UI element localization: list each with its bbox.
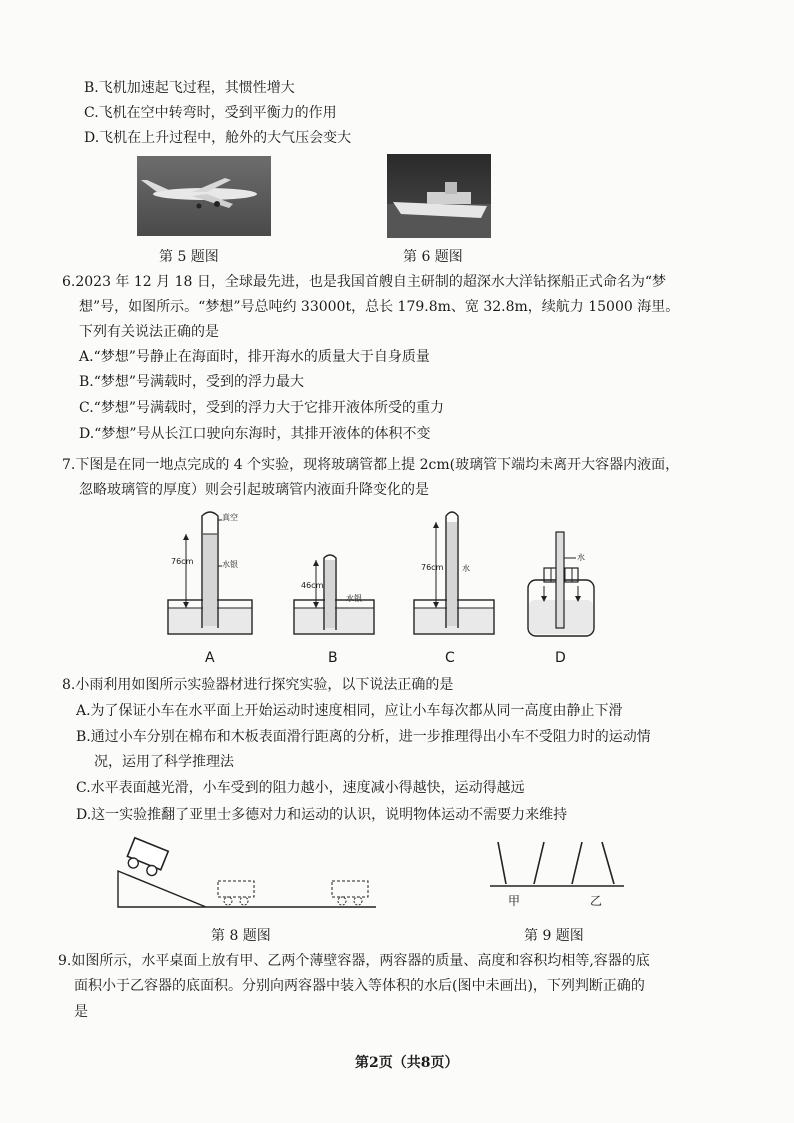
q9-stem-line-3: 是 xyxy=(74,1004,88,1020)
q6-stem-line-3: 下列有关说法正确的是 xyxy=(79,324,219,340)
fig9-label-jia: 甲 xyxy=(508,894,521,908)
q7-figure-b xyxy=(292,550,382,640)
q7b-liquid-label: 水银 xyxy=(346,594,362,603)
q8-option-b-line-1: B.通过小车分别在棉布和木板表面滑行距离的分析，进一步推理得出小车不受阻力时的运动情 xyxy=(76,729,651,745)
page-footer: 第2页（共8页） xyxy=(355,1055,459,1071)
q6-option-c: C.“梦想”号满载时，受到的浮力大于它排开液体所受的重力 xyxy=(79,400,444,416)
q7-figure-a xyxy=(166,508,266,638)
q8-option-b-line-2: 况，运用了科学推理法 xyxy=(94,754,234,770)
q7a-liquid-label: 水银 xyxy=(222,560,238,569)
q7-letter-a: A xyxy=(205,650,215,666)
q6-option-b: B.“梦想”号满载时，受到的浮力最大 xyxy=(79,374,305,390)
fig8-ramp-carts xyxy=(110,835,380,915)
q6-stem-line-2: 想”号，如图所示。“梦想”号总吨约 33000t，总长 179.8m、宽 32.8m，续航力 15000 海里。 xyxy=(79,299,680,315)
q7d-liquid-label: 水 xyxy=(577,553,585,562)
q8-option-a: A.为了保证小车在水平面上开始运动时速度相同，应让小车每次都从同一高度由静止下滑 xyxy=(76,703,623,719)
airplane-photo xyxy=(137,156,271,236)
q7c-liquid-label: 水 xyxy=(462,564,470,573)
q8-option-c: C.水平表面越光滑，小车受到的阻力越小，速度减小得越快，运动得越远 xyxy=(76,780,525,796)
fig9-caption: 第 9 题图 xyxy=(524,928,584,944)
q5-option-b: B.飞机加速起飞过程，其惯性增大 xyxy=(84,80,295,96)
q6-option-d: D.“梦想”号从长江口驶向东海时，其排开液体的体积不变 xyxy=(79,426,431,442)
ship-photo xyxy=(387,154,491,238)
q7-stem-line-2: 忽略玻璃管的厚度）则会引起玻璃管内液面升降变化的是 xyxy=(79,482,429,498)
q6-stem-line-1: 6.2023 年 12 月 18 日，全球最先进，也是我国首艘自主研制的超深水大洋钻探船正式命名为“梦 xyxy=(62,274,667,290)
q8-stem: 8.小雨利用如图所示实验器材进行探究实验，以下说法正确的是 xyxy=(62,677,454,693)
q5-option-d: D.飞机在上升过程中，舱外的大气压会变大 xyxy=(84,130,352,146)
q7a-top-label: 真空 xyxy=(222,513,238,522)
q7-stem-line-1: 7.下图是在同一地点完成的 4 个实验，现将玻璃管都上提 2cm(玻璃管下端均未离开大容器内液面， xyxy=(62,457,680,473)
q8-option-d: D.这一实验推翻了亚里士多德对力和运动的认识，说明物体运动不需要力来维持 xyxy=(76,807,568,823)
q5-option-c: C.飞机在空中转弯时，受到平衡力的作用 xyxy=(84,105,337,121)
q6-option-a: A.“梦想”号静止在海面时，排开海水的质量大于自身质量 xyxy=(79,349,430,365)
q9-stem-line-1: 9.如图所示，水平桌面上放有甲、乙两个薄壁容器，两容器的质量、高度和容积均相等,容器的底 xyxy=(58,953,650,969)
fig6-caption: 第 6 题图 xyxy=(403,249,463,265)
q7b-length-label: 46cm xyxy=(301,581,324,590)
q7-letter-d: D xyxy=(555,650,566,666)
fig9-label-yi: 乙 xyxy=(590,894,603,908)
q7-letter-b: B xyxy=(328,650,338,666)
fig9-containers xyxy=(488,838,628,898)
q7-figure-c xyxy=(412,508,502,638)
q7-letter-c: C xyxy=(445,650,455,666)
q7a-length-label: 76cm xyxy=(171,557,194,566)
q7c-length-label: 76cm xyxy=(421,563,444,572)
fig8-caption: 第 8 题图 xyxy=(211,928,271,944)
q9-stem-line-2: 面积小于乙容器的底面积。分别向两容器中装入等体积的水后(图中未画出)，下列判断正确的 xyxy=(74,978,645,994)
fig5-caption: 第 5 题图 xyxy=(159,249,219,265)
q7-figure-d xyxy=(524,528,604,640)
